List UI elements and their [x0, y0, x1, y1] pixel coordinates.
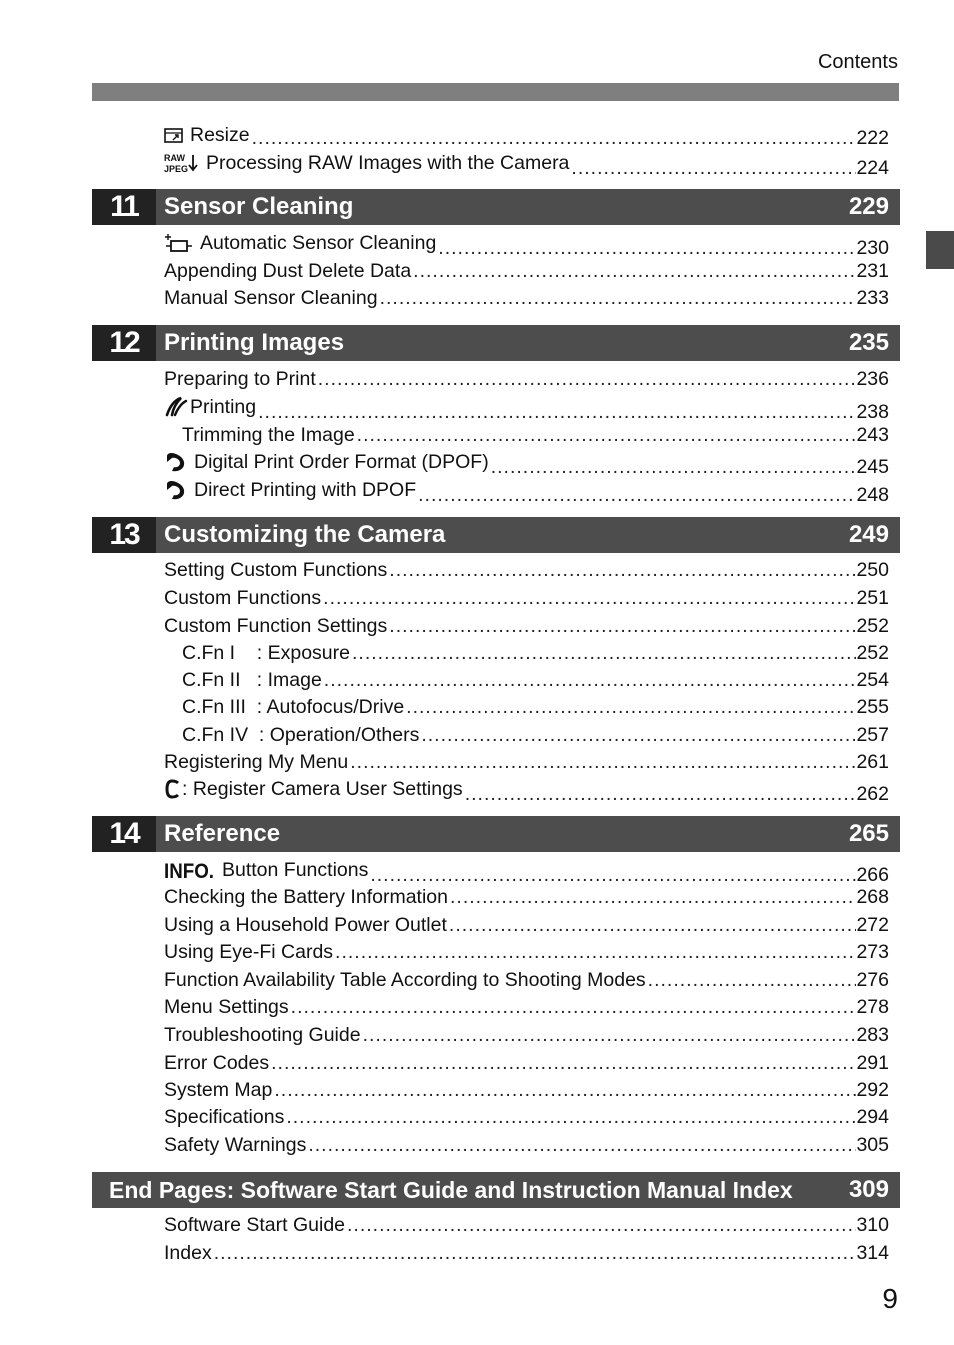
- toc-entry[interactable]: Digital Print Order Format (DPOF) ..... 245: [164, 449, 889, 475]
- sensor-cleaning-icon: [164, 232, 194, 254]
- toc-entry[interactable]: Setting Custom Functions ..... 250: [164, 557, 889, 583]
- toc-entry[interactable]: Specifications ..... 294: [164, 1104, 889, 1130]
- toc-entry[interactable]: Printing ..... 238: [164, 394, 889, 420]
- page-number: 9: [882, 1283, 898, 1314]
- svg-text:INFO.: INFO.: [164, 860, 214, 881]
- toc-entry[interactable]: Custom Function Settings ..... 252: [164, 613, 889, 639]
- section-tab-marker: [926, 231, 954, 269]
- toc-entry[interactable]: Manual Sensor Cleaning ..... 233: [164, 285, 889, 311]
- toc-entry[interactable]: Troubleshooting Guide ..... 283: [164, 1022, 889, 1048]
- print-order-icon: [164, 479, 188, 501]
- chapter-title: Customizing the Camera: [164, 521, 446, 548]
- toc-entry[interactable]: Function Availability Table According to Shooting Modes ..... 276: [164, 967, 889, 993]
- svg-text:RAW: RAW: [164, 153, 185, 163]
- chapter-heading-reference[interactable]: [92, 816, 900, 852]
- chapter-title: Sensor Cleaning: [164, 193, 354, 220]
- pictbridge-icon: [164, 396, 188, 418]
- toc-entry[interactable]: Error Codes ..... 291: [164, 1050, 889, 1076]
- toc-entry[interactable]: Preparing to Print ..... 236: [164, 366, 889, 392]
- toc-entry[interactable]: Using Eye-Fi Cards ..... 273: [164, 939, 889, 965]
- running-header: Contents: [817, 51, 898, 73]
- print-order-icon: [164, 451, 188, 473]
- chapter-number: 12: [92, 325, 156, 361]
- chapter-page: 265: [848, 820, 889, 847]
- toc-entry[interactable]: Checking the Battery Information ..... 268: [164, 884, 889, 910]
- toc-entry[interactable]: C.Fn III : Autofocus/Drive ..... 255: [182, 694, 889, 720]
- toc-entry[interactable]: System Map ..... 292: [164, 1077, 889, 1103]
- toc-entry[interactable]: Custom Functions ..... 251: [164, 585, 889, 611]
- info-button-icon: [164, 859, 216, 881]
- chapter-number: 14: [92, 816, 156, 852]
- toc-entry[interactable]: Automatic Sensor Cleaning ..... 230: [164, 230, 889, 256]
- toc-entry[interactable]: C.Fn II : Image ..... 254: [182, 667, 889, 693]
- toc-entry[interactable]: Registering My Menu ..... 261: [164, 749, 889, 775]
- chapter-number: 11: [92, 189, 156, 225]
- camera-user-settings-icon: [164, 778, 182, 800]
- chapter-heading-printing-images[interactable]: [92, 325, 900, 361]
- chapter-page: 235: [848, 329, 889, 356]
- toc-entry[interactable]: Trimming the Image ..... 243: [182, 422, 889, 448]
- toc-entry[interactable]: Menu Settings ..... 278: [164, 994, 889, 1020]
- header-rule: [92, 83, 899, 101]
- toc-entry[interactable]: Index ..... 314: [164, 1240, 889, 1266]
- chapter-title: End Pages: Software Start Guide and Instruction Manual Index: [109, 1176, 793, 1203]
- toc-entry-resize[interactable]: Resize ..... 222: [164, 122, 889, 148]
- chapter-page: 309: [848, 1176, 889, 1203]
- toc-entry[interactable]: Direct Printing with DPOF ..... 248: [164, 477, 889, 503]
- chapter-heading-customizing-camera[interactable]: [92, 517, 900, 553]
- toc-entry[interactable]: C.Fn I : Exposure ..... 252: [182, 640, 889, 666]
- resize-icon: [164, 126, 184, 144]
- toc-entry[interactable]: Safety Warnings ..... 305: [164, 1132, 889, 1158]
- toc-entry-processing-raw[interactable]: RAW JPEG Processing RAW Images with the Camera ..... 224: [164, 150, 889, 176]
- chapter-title: Printing Images: [164, 329, 345, 356]
- toc-entry[interactable]: : Register Camera User Settings ..... 262: [164, 776, 889, 802]
- toc-entry[interactable]: Using a Household Power Outlet ..... 272: [164, 912, 889, 938]
- chapter-page: 249: [848, 521, 889, 548]
- chapter-title: Reference: [164, 820, 281, 847]
- toc-entry[interactable]: C.Fn IV : Operation/Others ..... 257: [182, 722, 889, 748]
- chapter-heading-sensor-cleaning[interactable]: [92, 189, 900, 225]
- chapter-heading-end-pages[interactable]: [92, 1172, 900, 1208]
- chapter-page: 229: [848, 193, 889, 220]
- svg-text:JPEG: JPEG: [164, 164, 189, 174]
- raw-jpeg-icon: [164, 152, 200, 174]
- toc-entry[interactable]: INFO. Button Functions ..... 266: [164, 857, 889, 883]
- toc-entry[interactable]: Appending Dust Delete Data ..... 231: [164, 258, 889, 284]
- toc-entry[interactable]: Software Start Guide ..... 310: [164, 1212, 889, 1238]
- chapter-number: 13: [92, 517, 156, 553]
